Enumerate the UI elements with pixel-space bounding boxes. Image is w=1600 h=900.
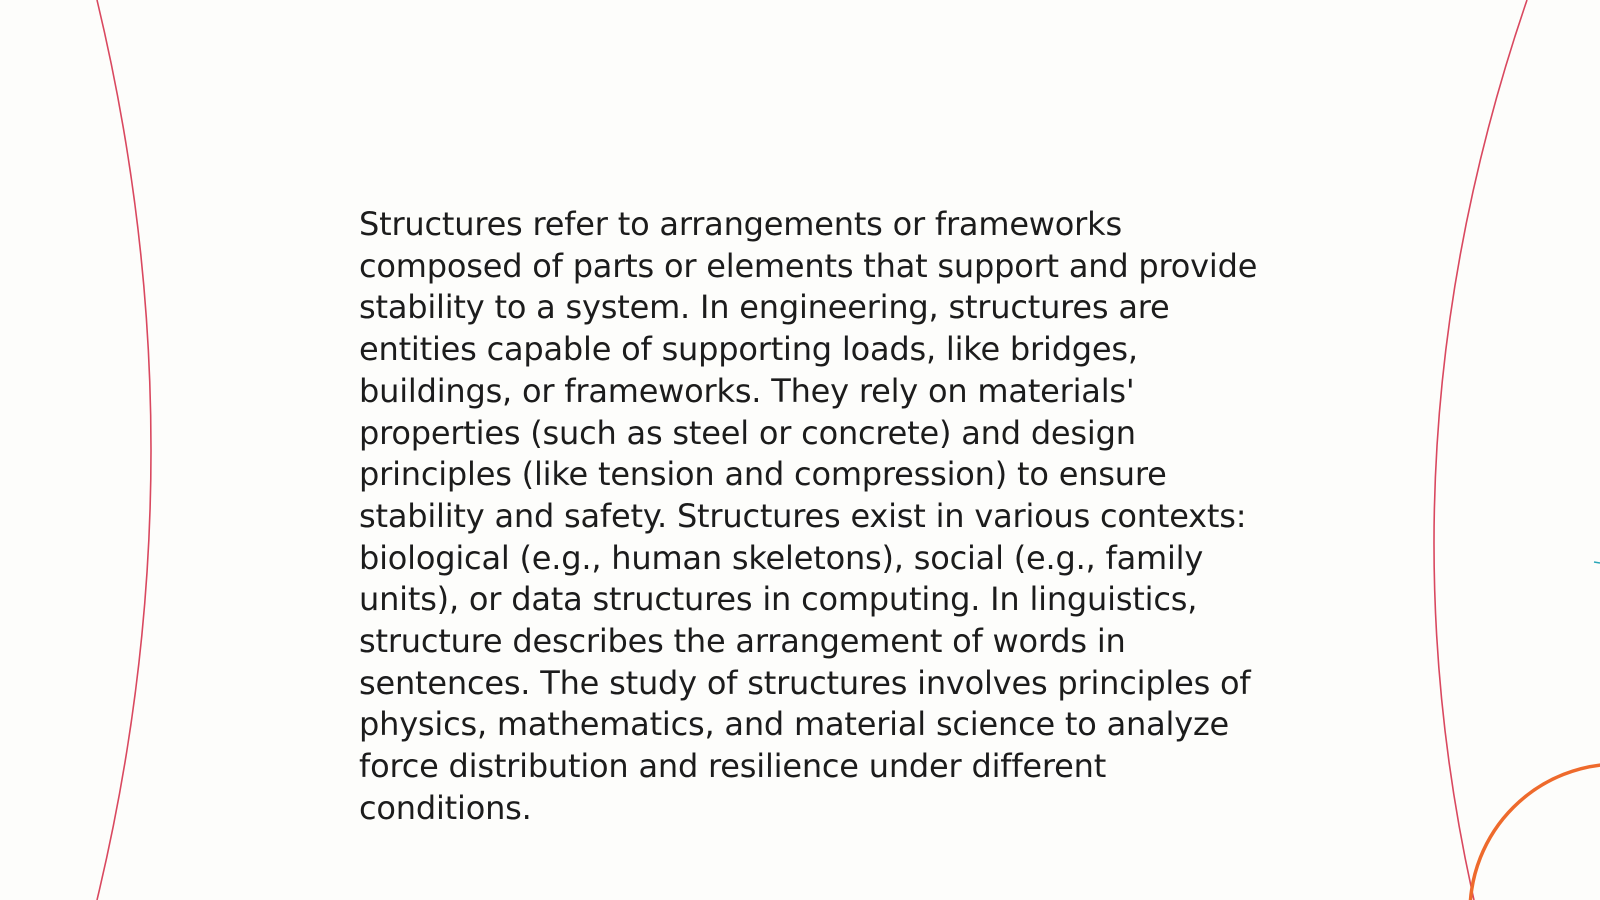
body-text: Structures refer to arrangements or frameworks composed of parts or elements that support and provide stability to a system. In engineering, structures are entities capable of supporting loads, like bridges, buildings, or frameworks. They rely on materials' properties (such as steel or concrete) and design principles (like tension and compression) to ensure stability and safety. Structures exist in various contexts: biological (e.g., human skeletons), social (e.g., family units), or data structures in computing. In linguistics, structure describes the arrangement of words in sentences. The study of structures involves principles of physics, mathematics, and material science to analyze force distribution and resilience under different conditions. bbox=[359, 205, 1258, 827]
right-curve-decoration bbox=[1434, 0, 1527, 900]
orange-circle-decoration bbox=[1470, 764, 1600, 900]
teal-mark-decoration bbox=[1594, 562, 1600, 563]
left-curve-decoration bbox=[97, 0, 151, 900]
